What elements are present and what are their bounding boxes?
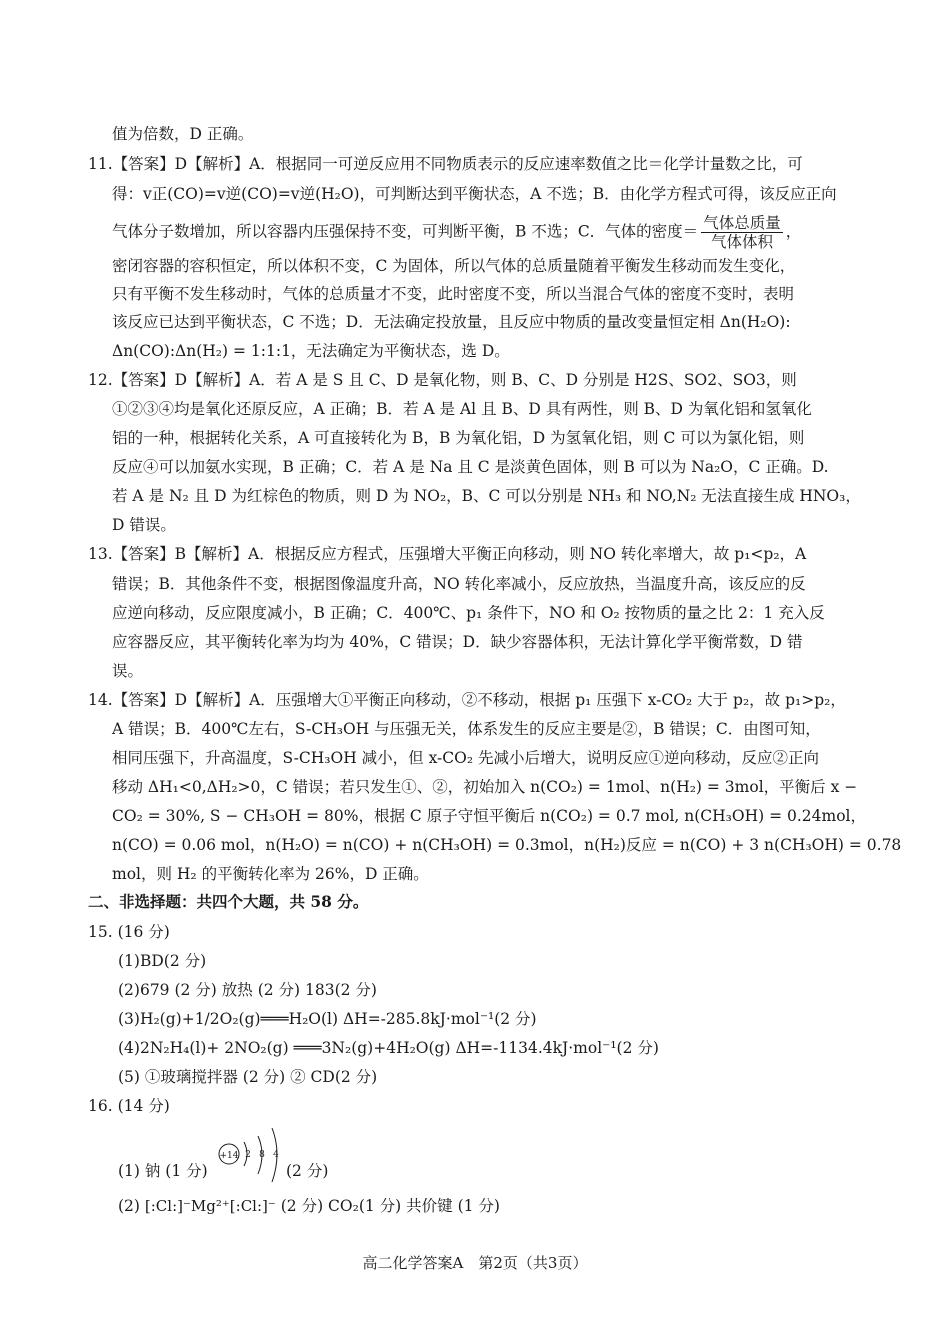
q12-line: 铝的一种，根据转化关系，A 可直接转化为 B，B 为氧化铝，D 为氢氧化铝，则 C 可以为氯化铝，则 — [112, 429, 805, 447]
text-segment: (2) — [118, 1197, 140, 1215]
q15-answer: (3)H₂(g)+1/2O₂(g)═══H₂O(l) ΔH=-285.8kJ·mol⁻¹(2 分) — [118, 1010, 537, 1028]
q12-line: 若 A 是 N₂ 且 D 为红棕色的物质，则 D 为 NO₂，B、C 可以分别是 NH₃ 和 NO,N₂ 无法直接生成 HNO₃， — [112, 487, 861, 505]
q11-line: 11.【答案】D【解析】A．根据同一可逆反应用不同物质表示的反应速率数值之比＝化学计量数之比，可 — [88, 155, 803, 173]
q15-answer: (5) ①玻璃搅拌器 (2 分) ② CD(2 分) — [118, 1068, 378, 1086]
density-fraction — [701, 214, 783, 251]
q11-line: 得：v正(CO)=v逆(CO)=v逆(H₂O)，可判断达到平衡状态，A 不选；B．由化学方程式可得，该反应正向 — [112, 185, 837, 203]
section-heading: 二、非选择题：共四个大题，共 58 分。 — [88, 892, 369, 911]
q15-answer: (4)2N₂H₄(l)+ 2NO₂(g) ═══3N₂(g)+4H₂O(g) ΔH=-1134.4kJ·mol⁻¹(2 分) — [118, 1039, 659, 1057]
q12-line: 反应④可以加氨水实现，B 正确；C．若 A 是 Na 且 C 是淡黄色固体，则 B 可以为 Na₂O，C 正确。D. — [112, 458, 829, 476]
q14-line: n(CO) = 0.06 mol，n(H₂O) = n(CO) + n(CH₃OH) = 0.3mol，n(H₂)反应 = n(CO) + 3 n(CH₃OH) = 0.78 — [112, 836, 902, 854]
nucleus-charge: +14 — [219, 1151, 239, 1161]
q15-heading: 15. (16 分) — [88, 923, 170, 941]
text-line: 值为倍数，D 正确。 — [112, 125, 254, 143]
q16-heading: 16. (14 分) — [88, 1097, 170, 1115]
q15-answer: (1)BD(2 分) — [118, 952, 207, 970]
q12-line: 12.【答案】D【解析】A．若 A 是 S 且 C、D 是氧化物，则 B、C、D 分别是 H2S、SO2、SO3，则 — [88, 371, 797, 389]
q12-line: ①②③④均是氧化还原反应，A 正确；B．若 A 是 Al 且 B、D 具有两性，则 B、D 为氧化铝和氢氧化 — [112, 400, 812, 418]
fraction-denominator: 气体体积 — [710, 233, 773, 251]
q11-line: Δn(CO):Δn(H₂) = 1:1:1，无法确定为平衡状态，选 D。 — [112, 342, 510, 360]
text-segment: ， — [785, 222, 802, 241]
q14-line: 相同压强下，升高温度，S-CH₃OH 减小，但 x-CO₂ 先减小后增大，说明反应①逆向移动，反应②正向 — [112, 749, 820, 767]
q16-answer-2 — [118, 1196, 500, 1216]
q14-line: 14.【答案】D【解析】A．压强增大①平衡正向移动，②不移动，根据 p₁ 压强下 x-CO₂ 大于 p₂，故 p₁>p₂， — [88, 691, 846, 709]
q16-answer-1-label: (1) 钠 (1 分) — [118, 1162, 208, 1180]
q13-line: 应容器反应，其平衡转化率为均为 40%，C 错误；D．缺少容器体积，无法计算化学平衡常数，D 错 — [112, 633, 803, 651]
shell-electrons: 8 — [259, 1150, 265, 1160]
shell-electrons: 4 — [273, 1150, 279, 1160]
q11-line: 该反应已达到平衡状态，C 不选；D．无法确定投放量，且反应中物质的量改变量恒定相 Δn(H₂O): — [112, 313, 791, 331]
page-footer: 高二化学答案A 第2页（共3页） — [362, 1254, 588, 1272]
q11-line: 密闭容器的容积恒定，所以体积不变，C 为固体，所以气体的总质量随着平衡发生移动而发生变化， — [112, 257, 796, 275]
fraction-numerator: 气体总质量 — [703, 214, 781, 232]
q14-line: A 错误；B．400℃左右，S-CH₃OH 与压强无关，体系发生的反应主要是②，B 错误；C．由图可知， — [112, 720, 821, 738]
text-segment: 气体分子数增加，所以容器内压强保持不变，可判断平衡，B 不选；C．气体的密度＝ — [112, 222, 699, 241]
q14-line: CO₂ = 30%, S − CH₃OH = 80%，根据 C 原子守恒平衡后 n(CO₂) = 0.7 mol, n(CH₃OH) = 0.24mol， — [112, 807, 866, 825]
q13-line: 13.【答案】B【解析】A．根据反应方程式，压强增大平衡正向移动，则 NO 转化率增大，故 p₁<p₂，A — [88, 545, 807, 563]
shell-electrons: 2 — [245, 1150, 251, 1160]
q11-line-fraction — [112, 214, 801, 251]
mgcl2-electron-formula: [:Cl:]⁻Mg²⁺[:Cl:]⁻ — [144, 1197, 276, 1215]
text-segment: (2 分) CO₂(1 分) 共价键 (1 分) — [280, 1197, 500, 1215]
q13-line: 错误；B．其他条件不变，根据图像温度升高，NO 转化率减小，反应放热，当温度升高，该反应的反 — [112, 575, 806, 593]
q11-line: 只有平衡不发生移动时，气体的总质量才不变，此时密度不变，所以当混合气体的密度不变时，表明 — [112, 285, 795, 303]
q12-line: D 错误。 — [112, 516, 176, 534]
silicon-atom-structure-diagram — [214, 1124, 284, 1186]
q13-line: 误。 — [112, 662, 144, 680]
q16-answer-1-score: (2 分) — [286, 1162, 329, 1180]
q15-answer: (2)679 (2 分) 放热 (2 分) 183(2 分) — [118, 981, 377, 999]
q14-line: 移动 ΔH₁<0,ΔH₂>0，C 错误；若只发生①、②，初始加入 n(CO₂) = 1mol、n(H₂) = 3mol，平衡后 x − — [112, 778, 858, 796]
q14-line: mol，则 H₂ 的平衡转化率为 26%，D 正确。 — [112, 865, 429, 883]
q13-line: 应逆向移动，反应限度减小，B 正确；C．400℃、p₁ 条件下，NO 和 O₂ 按物质的量之比 2：1 充入反 — [112, 604, 825, 622]
